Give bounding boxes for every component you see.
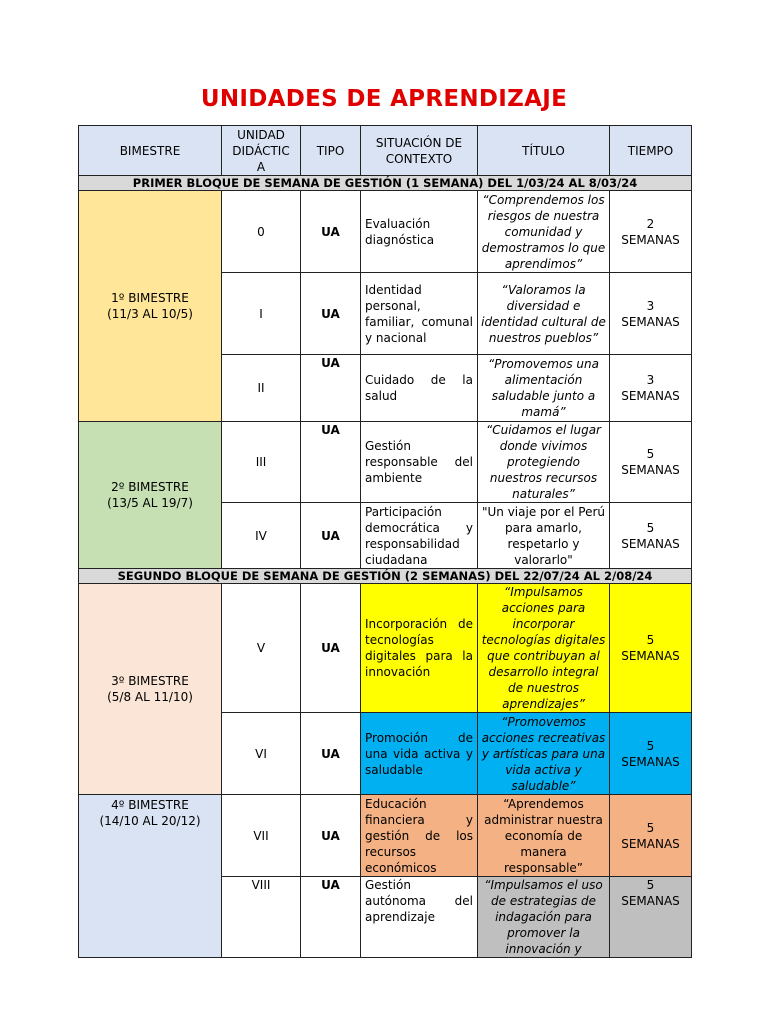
bimestre-name: 2º BIMESTRE: [111, 480, 189, 494]
context-situation: Gestión autónoma del aprendizaje: [361, 877, 478, 958]
duration-unit: SEMANAS: [621, 314, 680, 329]
duration-unit: SEMANAS: [621, 463, 680, 477]
unit-number: II: [222, 355, 301, 422]
unit-title: "Un viaje por el Perú para amarlo, respetarlo y valorarlo": [478, 503, 610, 569]
learning-units-table: [78, 125, 692, 958]
unit-number: VIII: [222, 877, 301, 958]
header-unidad-line3: A: [256, 159, 266, 174]
band-row-first: [79, 176, 692, 191]
duration-number: 3: [646, 298, 655, 313]
unit-duration: [610, 584, 692, 713]
unit-type: UA: [301, 355, 361, 422]
header-titulo: TÍTULO: [478, 126, 610, 176]
unit-duration: [610, 355, 692, 422]
context-situation: Participación democrática y responsabilidad ciudadana: [361, 503, 478, 569]
header-situacion: [361, 126, 478, 176]
duration-number: 5: [646, 820, 655, 835]
context-situation: Cuidado de la salud: [361, 355, 478, 422]
duration-unit: SEMANAS: [621, 754, 680, 769]
unit-title: “Impulsamos el uso de estrategias de indagación para promover la innovación y: [478, 877, 610, 958]
unit-number: V: [222, 584, 301, 713]
context-situation: Evaluación diagnóstica: [361, 191, 478, 273]
context-situation: Promoción de una vida activa y saludable: [361, 713, 478, 795]
context-situation: Incorporación de tecnologías digitales para la innovación: [361, 584, 478, 713]
unit-number: VII: [222, 795, 301, 877]
table-row: [79, 422, 692, 503]
duration-number: 3: [646, 373, 655, 387]
unit-duration: [610, 273, 692, 355]
duration-number: 2: [646, 216, 655, 231]
unit-duration: [610, 713, 692, 795]
header-unidad: [222, 126, 301, 176]
unit-type: UA: [301, 877, 361, 958]
first-management-block: PRIMER BLOQUE DE SEMANA DE GESTIÓN (1 SEMANA) DEL 1/03/24 AL 8/03/24: [79, 176, 692, 191]
unit-type: UA: [301, 584, 361, 713]
unit-number: 0: [222, 191, 301, 273]
duration-unit: SEMANAS: [621, 836, 680, 851]
unit-duration: [610, 877, 692, 958]
band-row-second: [79, 569, 692, 584]
second-management-block: SEGUNDO BLOQUE DE SEMANA DE GESTIÓN (2 SEMANAS) DEL 22/07/24 AL 2/08/24: [79, 569, 692, 584]
duration-number: 5: [646, 738, 655, 753]
bimestre-dates: (13/5 AL 19/7): [107, 496, 193, 510]
bimestre-cell-3: [79, 584, 222, 795]
unit-duration: [610, 422, 692, 503]
unit-type: UA: [301, 191, 361, 273]
bimestre-cell-1: [79, 191, 222, 422]
unit-duration: [610, 795, 692, 877]
table-row: [79, 795, 692, 877]
unit-title: “Cuidamos el lugar donde vivimos protegiendo nuestros recursos naturales”: [478, 422, 610, 503]
unit-duration: [610, 191, 692, 273]
unit-title: “Aprendemos administrar nuestra economía de manera responsable”: [478, 795, 610, 877]
context-situation: Gestión responsable del ambiente: [361, 422, 478, 503]
bimestre-dates: (5/8 AL 11/10): [107, 690, 193, 704]
unit-type: UA: [301, 713, 361, 795]
table-row: [79, 584, 692, 713]
unit-number: IV: [222, 503, 301, 569]
unit-title: “Valoramos la diversidad e identidad cultural de nuestros pueblos”: [478, 273, 610, 355]
table-row: [79, 191, 692, 273]
duration-unit: SEMANAS: [621, 536, 680, 551]
unit-number: I: [222, 273, 301, 355]
bimestre-cell-4: [79, 795, 222, 958]
bimestre-name: 1º BIMESTRE: [111, 291, 189, 305]
unit-title: “Comprendemos los riesgos de nuestra comunidad y demostramos lo que aprendimos”: [478, 191, 610, 273]
duration-unit: SEMANAS: [621, 894, 680, 908]
header-row: [79, 126, 692, 176]
bimestre-dates: (14/10 AL 20/12): [99, 814, 201, 828]
unit-number: III: [222, 422, 301, 503]
unit-type: UA: [301, 422, 361, 503]
duration-unit: SEMANAS: [621, 649, 680, 663]
bimestre-cell-2: [79, 422, 222, 569]
unit-duration: [610, 503, 692, 569]
unit-title: “Impulsamos acciones para incorporar tecnologías digitales que contribuyan al desarrollo integral de nuestros aprendizajes”: [478, 584, 610, 713]
context-situation: Identidad personal, familiar, comunal y nacional: [361, 273, 478, 355]
context-situation: Educación financiera y gestión de los recursos económicos: [361, 795, 478, 877]
header-tipo: TIPO: [301, 126, 361, 176]
unit-title: “Promovemos una alimentación saludable junto a mamá”: [478, 355, 610, 422]
duration-number: 5: [646, 447, 655, 461]
page-title: UNIDADES DE APRENDIZAJE: [200, 86, 568, 112]
unit-title: “Promovemos acciones recreativas y artísticas para una vida activa y saludable”: [478, 713, 610, 795]
bimestre-name: 3º BIMESTRE: [111, 674, 189, 688]
duration-number: 5: [646, 878, 655, 892]
unit-type: UA: [301, 795, 361, 877]
header-tiempo: TIEMPO: [610, 126, 692, 176]
header-unidad-line2: DIDÁCTIC: [232, 143, 290, 158]
bimestre-dates: (11/3 AL 10/5): [107, 307, 193, 321]
duration-unit: SEMANAS: [621, 232, 680, 247]
bimestre-name: 4º BIMESTRE: [111, 798, 189, 812]
duration-number: 5: [646, 520, 655, 535]
duration-unit: SEMANAS: [621, 389, 680, 403]
unit-number: VI: [222, 713, 301, 795]
header-unidad-line1: UNIDAD: [237, 127, 285, 142]
unit-type: UA: [301, 503, 361, 569]
unit-type: UA: [301, 273, 361, 355]
header-situacion-line2: CONTEXTO: [385, 151, 453, 166]
duration-number: 5: [646, 633, 655, 647]
header-bimestre: BIMESTRE: [79, 126, 222, 176]
header-situacion-line1: SITUACIÓN DE: [375, 135, 463, 150]
